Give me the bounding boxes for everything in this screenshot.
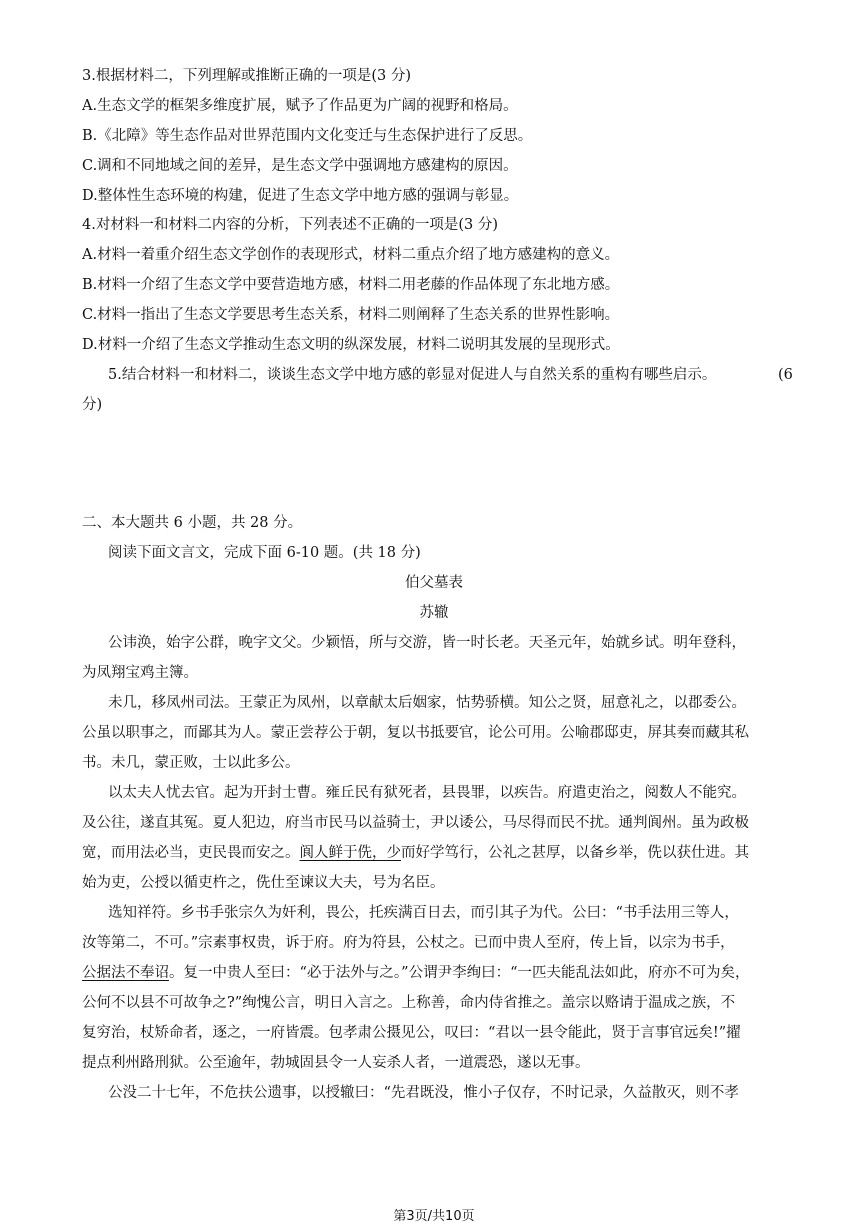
underlined-phrase: 阆人鲜于侁，少 xyxy=(299,845,401,861)
text-run: 宽，而用法必当，吏民畏而安之。 xyxy=(82,845,300,861)
passage-p2-line2: 公虽以职事之，而鄙其为人。蒙正尝荐公于朝，复以书抵要官，论公可用。公喻郡邸吏，屏其奏而藏其私 xyxy=(82,725,749,741)
passage-p1-line1: 公讳涣，始字公群，晚字文父。少颖悟，所与交游，皆一时长老。天圣元年，始就乡试。明年登科， xyxy=(108,635,746,651)
passage-p3-line4: 始为吏，公授以循吏杵之，侁仕至谏议大夫，号为名臣。 xyxy=(82,875,445,891)
passage-p3-line1: 以太夫人忧去官。起为开封士曹。雍丘民有狱死者，县畏罪，以疾告。府遣吏治之，阅数人不能究。 xyxy=(108,785,746,801)
q3-option-b: B.《北障》等生态作品对世界范围内文化变迁与生态保护进行了反思。 xyxy=(82,128,533,144)
passage-p4-line3 xyxy=(82,963,792,983)
q4-stem: 4.对材料一和材料二内容的分析，下列表述不正确的一项是(3 分) xyxy=(82,217,498,233)
q3-stem: 3.根据材料二，下列理解或推断正确的一项是(3 分) xyxy=(82,68,411,84)
q3-option-d: D.整体性生态环境的构建，促进了生态文学中地方感的强调与彰显。 xyxy=(82,188,519,204)
section-heading: 二、本大题共 6 小题，共 28 分。 xyxy=(82,515,303,531)
q4-option-d: D.材料一介绍了生态文学推动生态文明的纵深发展，材料二说明其发展的呈现形式。 xyxy=(82,337,620,353)
text-run: 。复一中贵人至曰：“必于法外与之。”公谓尹李绚曰：“一匹夫能乱法如此，府亦不可为矣， xyxy=(169,965,750,981)
section-instruction: 阅读下面文言文，完成下面 6-10 题。(共 18 分) xyxy=(108,545,421,561)
passage-p4-line2: 汝等第二，不可。”宗素事权贵，诉于府。府为符县，公杖之。已而中贵人至府，传上旨，以宗为书手， xyxy=(82,935,735,951)
passage-author: 苏辙 xyxy=(419,605,449,621)
passage-p4-line5: 复穷治，杖矫命者，逐之，一府皆震。包孝肃公摄见公，叹曰：“君以一县令能此，贤于言事官远矣!”擢 xyxy=(82,1025,741,1041)
underlined-phrase: 公据法不奉诏 xyxy=(82,965,169,981)
q3-option-a: A.生态文学的框架多维度扩展，赋予了作品更为广阔的视野和格局。 xyxy=(82,98,518,114)
passage-p5-line1: 公没二十七年，不危扶公遗事，以授辙曰：“先君既没，惟小子仅存，不时记录，久益散灭，则不孝 xyxy=(108,1085,739,1101)
text-run: 而好学笃行，公礼之甚厚，以备乡举，侁以获仕进。其 xyxy=(401,845,749,861)
q4-option-b: B.材料一介绍了生态文学中要营造地方感，材料二用老藤的作品体现了东北地方感。 xyxy=(82,277,620,293)
passage-p3-line2: 及公往，遂直其冤。夏人犯边，府当市民马以益骑士，尹以诿公，马尽得而民不扰。通判阆州。虽为政极 xyxy=(82,815,749,831)
passage-p2-line1: 未几，移凤州司法。王蒙正为凤州，以章献太后姻家，怙势骄横。知公之贤，屈意礼之，以郡委公。 xyxy=(108,695,746,711)
passage-p4-line4: 公何不以县不可故争之?”绚愧公言，明日入言之。上称善，命内侍省推之。盖宗以赂请于温成之族，不 xyxy=(82,995,736,1011)
q5-score-unit: 分) xyxy=(82,397,103,413)
passage-p4-line6: 提点利州路刑狱。公至逾年，勃城固县令一人妄杀人者，一道震恐，遂以无事。 xyxy=(82,1055,590,1071)
page-number: 第3页/共10页 xyxy=(393,1209,475,1224)
passage-p1-line2: 为凤翔宝鸡主簿。 xyxy=(82,665,198,681)
q3-option-c: C.调和不同地域之间的差异，是生态文学中强调地方感建构的原因。 xyxy=(82,158,518,174)
passage-p3-line3 xyxy=(82,843,792,863)
q5-score: (6 xyxy=(778,367,793,383)
q5-stem: 5.结合材料一和材料二，谈谈生态文学中地方感的彰显对促进人与自然关系的重构有哪些启示。 xyxy=(108,367,717,383)
passage-title: 伯父墓表 xyxy=(405,575,463,591)
q4-option-a: A.材料一着重介绍生态文学创作的表现形式，材料二重点介绍了地方感建构的意义。 xyxy=(82,247,620,263)
passage-p4-line1: 选知祥符。乡书手张宗久为奸利，畏公，托疾满百日去，而引其子为代。公曰：“书手法用三等人， xyxy=(108,905,739,921)
passage-p2-line3: 书。未几，蒙正败，士以此多公。 xyxy=(82,755,300,771)
q4-option-c: C.材料一指出了生态文学要思考生态关系，材料二则阐释了生态关系的世界性影响。 xyxy=(82,307,620,323)
